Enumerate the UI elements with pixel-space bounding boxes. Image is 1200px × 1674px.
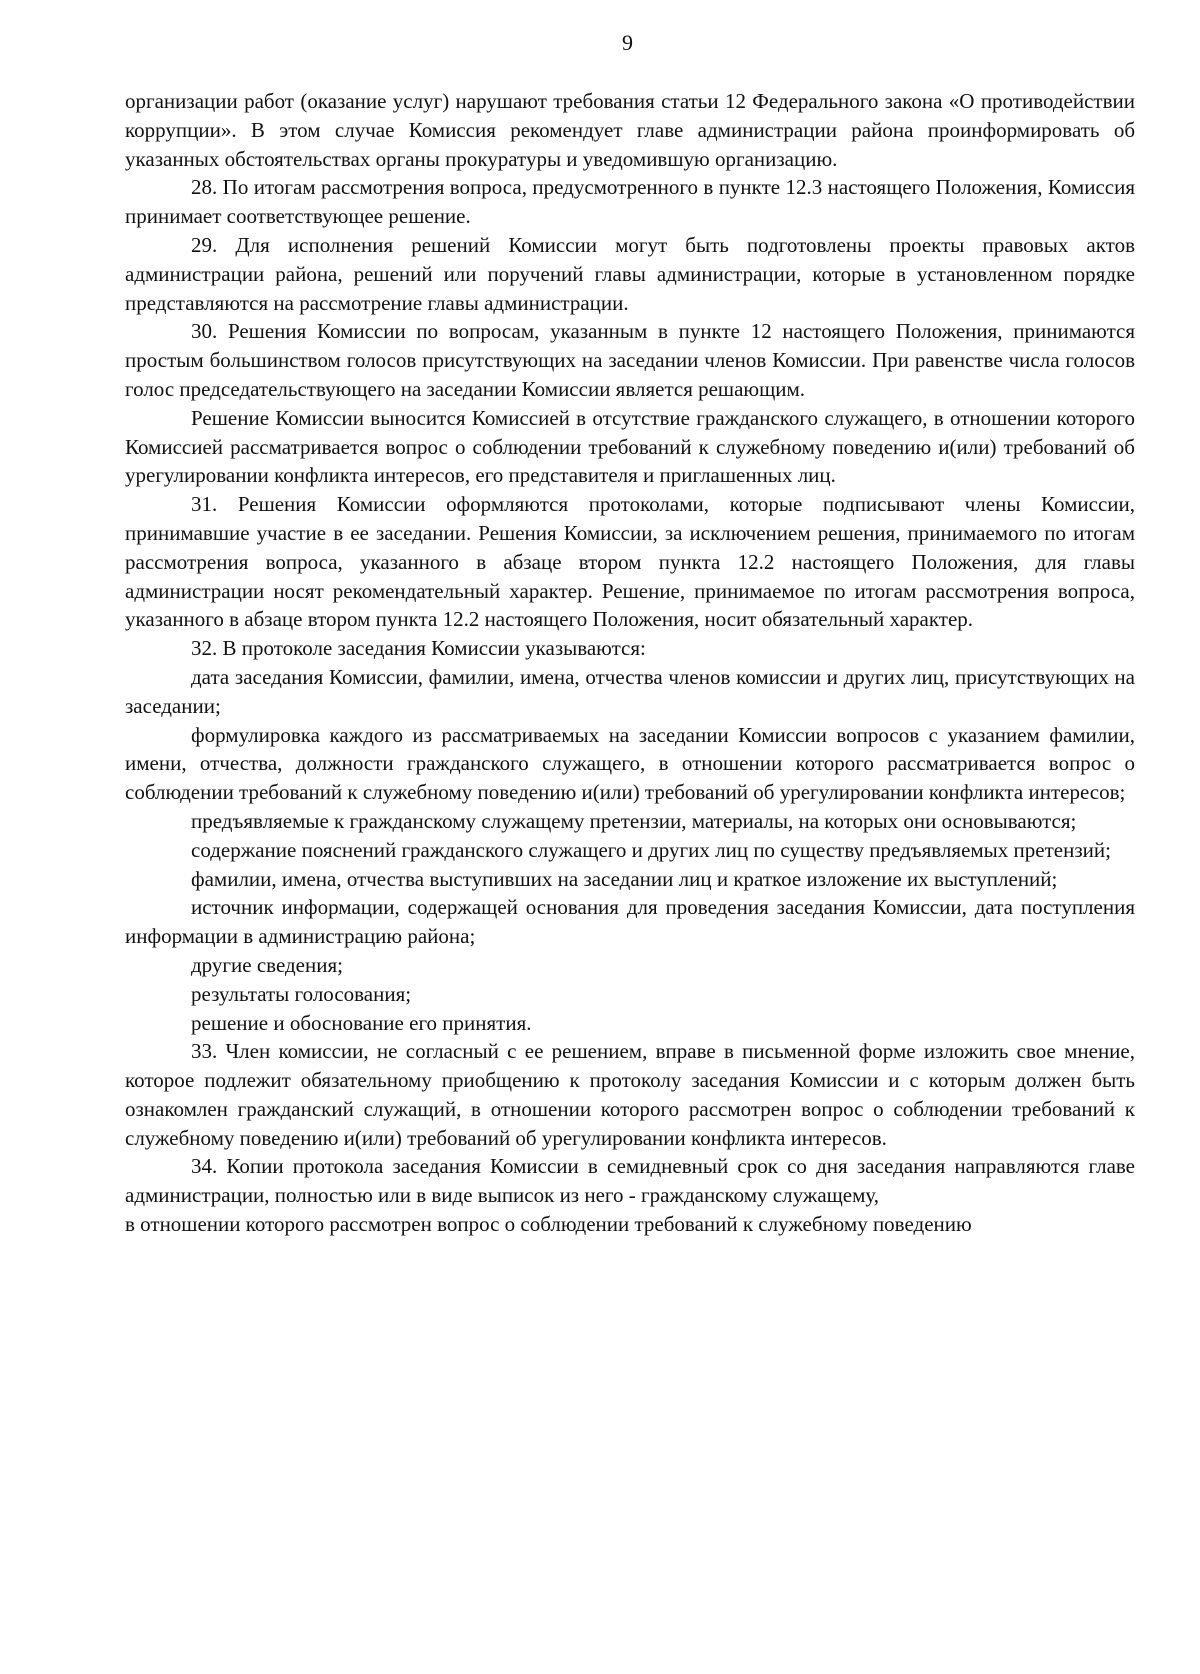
protocol-item-source: источник информации, содержащей основания для проведения заседания Комиссии, дата поступления информации в администрацию района; <box>125 895 1135 949</box>
paragraph-29: 29. Для исполнения решений Комиссии могут быть подготовлены проекты правовых актов администрации района, решений или поручений главы администрации, которые в установленном порядке представляются на рассмотрение главы администрации. <box>125 232 1135 315</box>
paragraph-34: 34. Копии протокола заседания Комиссии в семидневный срок со дня заседания направляются главе администрации, полностью или в виде выписок из него - гражданскому служащему, <box>125 1154 1135 1208</box>
paragraph-30: 30. Решения Комиссии по вопросам, указанным в пункте 12 настоящего Положения, принимаются простым большинством голосов присутствующих на заседании членов Комиссии. При равенстве числа голосов голос председательствующего на заседании Комиссии является решающим. <box>125 319 1135 401</box>
paragraph-31: 31. Решения Комиссии оформляются протоколами, которые подписывают члены Комиссии, принимавшие участие в ее заседании. Решения Комиссии, за исключением решения, принимаемого по итогам рассмотрения вопроса, указанного в абзаце втором пункта 12.2 настоящего Положения, для главы администрации носят рекомендательный характер. Решение, принимаемое по итогам рассмотрения вопроса, указанного в абзаце втором пункта 12.2 настоящего Положения, носит обязательный характер. <box>125 492 1135 632</box>
protocol-item-decision: решение и обоснование его принятия. <box>191 1010 532 1035</box>
protocol-item-explanations: содержание пояснений гражданского служащего и других лиц по существу предъявляемых претензий; <box>191 837 1111 862</box>
paragraph-32: 32. В протоколе заседания Комиссии указываются: <box>191 636 646 661</box>
paragraph-continuation: организации работ (оказание услуг) нарушают требования статьи 12 Федерального закона «О противодействии коррупции». В этом случае Комиссия рекомендует главе администрации района проинформировать об указанных обстоятельствах органы прокуратуры и уведомившую организацию. <box>125 89 1135 171</box>
page-number: 9 <box>622 30 633 55</box>
protocol-item-voting: результаты голосования; <box>191 981 412 1006</box>
paragraph-33: 33. Член комиссии, не согласный с ее решением, вправе в письменной форме изложить свое мнение, которое подлежит обязательному приобщению к протоколу заседания Комиссии и с которым должен быть ознакомлен гражданский служащий, в отношении которого рассмотрен вопрос о соблюдении требований к служебному поведению и(или) требований об урегулировании конфликта интересов. <box>125 1039 1135 1150</box>
protocol-item-other: другие сведения; <box>191 952 343 977</box>
paragraph-34-continuation: в отношении которого рассмотрен вопрос о соблюдении требований к служебному поведению <box>125 1212 972 1237</box>
paragraph-30-decision: Решение Комиссии выносится Комиссией в отсутствие гражданского служащего, в отношении которого Комиссией рассматривается вопрос о соблюдении требований к служебному поведению и(или) требований об урегулировании конфликта интересов, его представителя и приглашенных лиц. <box>125 405 1135 488</box>
protocol-item-wording: формулировка каждого из рассматриваемых на заседании Комиссии вопросов с указанием фамилии, имени, отчества, должности гражданского служащего, в отношении которого рассматривается вопрос о соблюдении требований к служебному поведению и(или) требований об урегулировании конфликта интересов; <box>125 722 1135 805</box>
document-body <box>125 87 1135 1239</box>
protocol-item-speakers: фамилии, имена, отчества выступивших на заседании лиц и краткое изложение их выступлений; <box>191 866 1058 891</box>
protocol-item-date: дата заседания Комиссии, фамилии, имена, отчества членов комиссии и других лиц, присутствующих на заседании; <box>125 664 1135 718</box>
protocol-item-claims: предъявляемые к гражданскому служащему претензии, материалы, на которых они основываются; <box>191 808 1077 833</box>
paragraph-28: 28. По итогам рассмотрения вопроса, предусмотренного в пункте 12.3 настоящего Положения, Комиссия принимает соответствующее решение. <box>125 175 1135 229</box>
